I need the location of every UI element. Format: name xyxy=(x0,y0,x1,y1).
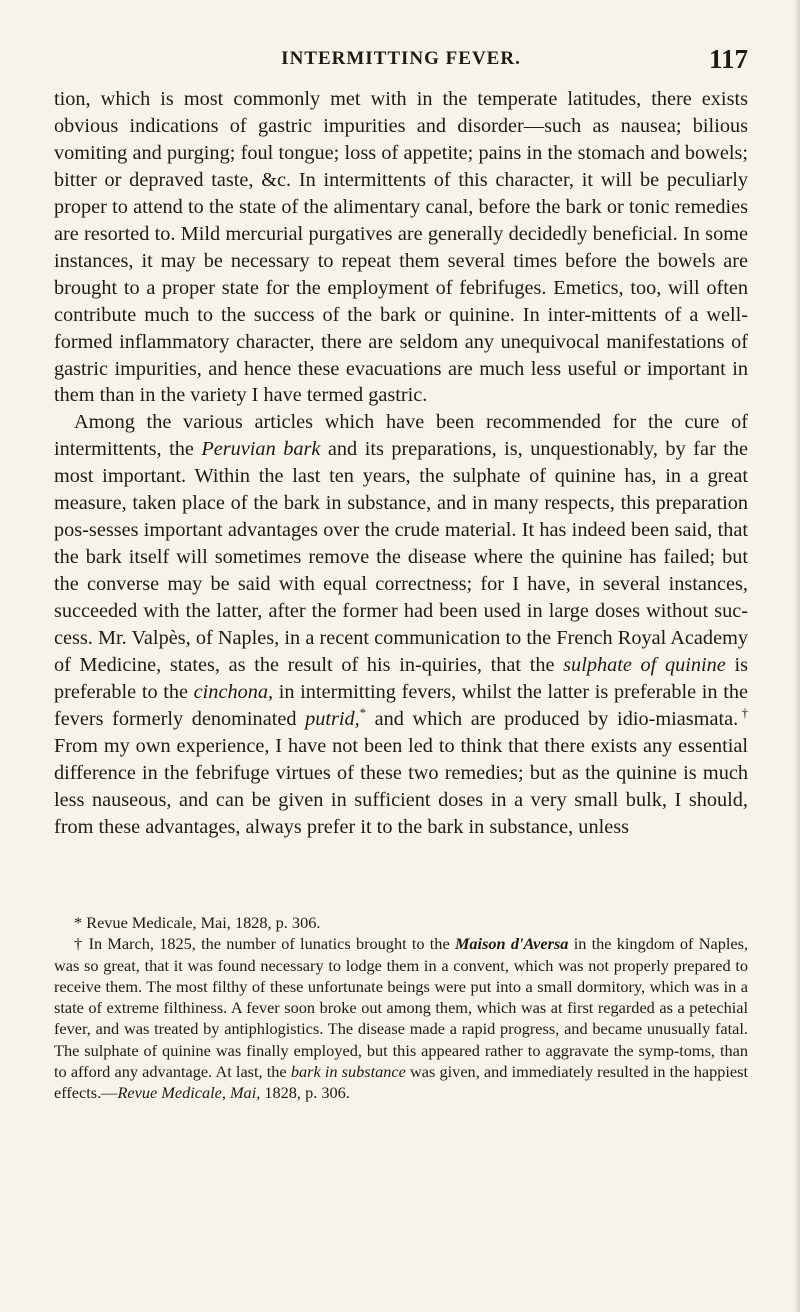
italic-term-putrid: putrid, xyxy=(305,707,360,730)
paragraph-1: tion, which is most commonly met with in the temperate latitudes, there exists obvious indications of gastric impurities and disorder—such as nausea; bilious vomiting and purging; foul tongue; loss of appetite; pains in the stomach and bowels; bitter or depraved taste, &c. In intermittents of this character, it will be peculiarly proper to attend to the state of the alimentary canal, before the bark or tonic remedies are resorted to. Mild mercurial purgatives are generally decidedly beneficial. In some instances, it may be necessary to repeat them several times before the bowels are brought to a proper state for the employment of febrifuges. Emetics, too, will often contribute much to the success of the bark or quinine. In inter-mittents of a well-formed inflammatory character, there are seldom any unequivocal manifestations of gastric impurities, and hence these evacuations are much less useful or important in them than in the variety I have termed gastric. xyxy=(54,88,748,407)
italic-term-cinchona: cinchona, xyxy=(193,680,274,703)
text-run: in intermitting fevers, whilst the latter is preferable in the fevers formerly denominated xyxy=(54,680,748,730)
footnote-text: In March, 1825, the number of lunatics brought to the xyxy=(83,934,455,954)
footnote-text: was given, and immediately resulted in the happiest effects.— xyxy=(54,1062,748,1103)
text-run: and its preparations, is, unquestionably, by far the most important. Within the last ten years, the sulphate of quinine has, in a great measure, taken place of the bark in substance, and in many respects, this preparation pos-sesses important advantages over the crude material. It has indeed been said, that the bark itself will sometimes remove the disease where the quinine has failed; but the converse may be said with equal correctness; for I have, in several instances, succeeded with the latter, after the former had been used in large doses without suc-cess. Mr. Valpès, of Naples, in a recent communication to the French Royal Academy of Medicine, states, as the result of his in-quiries, that the xyxy=(54,438,748,677)
italic-term-maison-daversa: Maison d'Aversa xyxy=(454,934,569,954)
footnote-ref-dagger: † xyxy=(738,706,748,721)
text-run: and which are produced by idio-miasmata. xyxy=(366,707,739,730)
footnote-mark: * xyxy=(74,913,83,932)
text-run: is preferable to the xyxy=(54,654,748,703)
footnote-2 xyxy=(54,933,748,1103)
italic-term-bark-in-substance: bark in substance xyxy=(290,1062,406,1082)
italic-citation: Revue Medicale, Mai, xyxy=(117,1083,261,1103)
footnotes xyxy=(54,912,748,1104)
footnote-ref-asterisk: * xyxy=(359,706,367,721)
running-head: INTERMITTING FEVER. xyxy=(281,48,521,69)
paragraph-2 xyxy=(54,409,748,840)
italic-term-sulphate-of-quinine: sulphate of quinine xyxy=(563,654,726,677)
footnote-text: in the kingdom of Naples, was so great, that it was found necessary to lodge them in a convent, which was not properly prepared to receive them. The most filthy of these unfortunate beings were put into a small dormitory, which was in a state of extreme filthiness. A fever soon broke out among them, which was at first regarded as a petechial fever, and was treated by antiphlogistics. The disease made a rapid progress, and became unusually fatal. The sulphate of quinine was finally employed, but this appeared rather to aggravate the symp-toms, than to afford any advantage. At last, the xyxy=(54,934,749,1082)
footnote-1 xyxy=(54,912,748,933)
body-text xyxy=(54,86,748,841)
page-edge-shadow xyxy=(794,0,800,1312)
footnote-mark: † xyxy=(74,934,84,954)
footnote-text: 1828, p. 306. xyxy=(260,1083,350,1103)
page-header xyxy=(54,44,748,78)
page-number: 117 xyxy=(708,44,748,74)
italic-term-peruvian-bark: Peruvian bark xyxy=(201,438,321,461)
footnote-text: Revue Medicale, Mai, 1828, p. 306. xyxy=(82,913,321,932)
text-run: Among the various articles which have been recommended for the cure of intermittents, the xyxy=(54,411,748,461)
text-run: From my own experience, I have not been led to think that there exists any essential difference in the febrifuge virtues of these two remedies; but as the quinine is much less nauseous, and can be given in sufficient doses in a very small bulk, I should, from these advantages, always prefer it to the bark in substance, unless xyxy=(54,734,748,838)
